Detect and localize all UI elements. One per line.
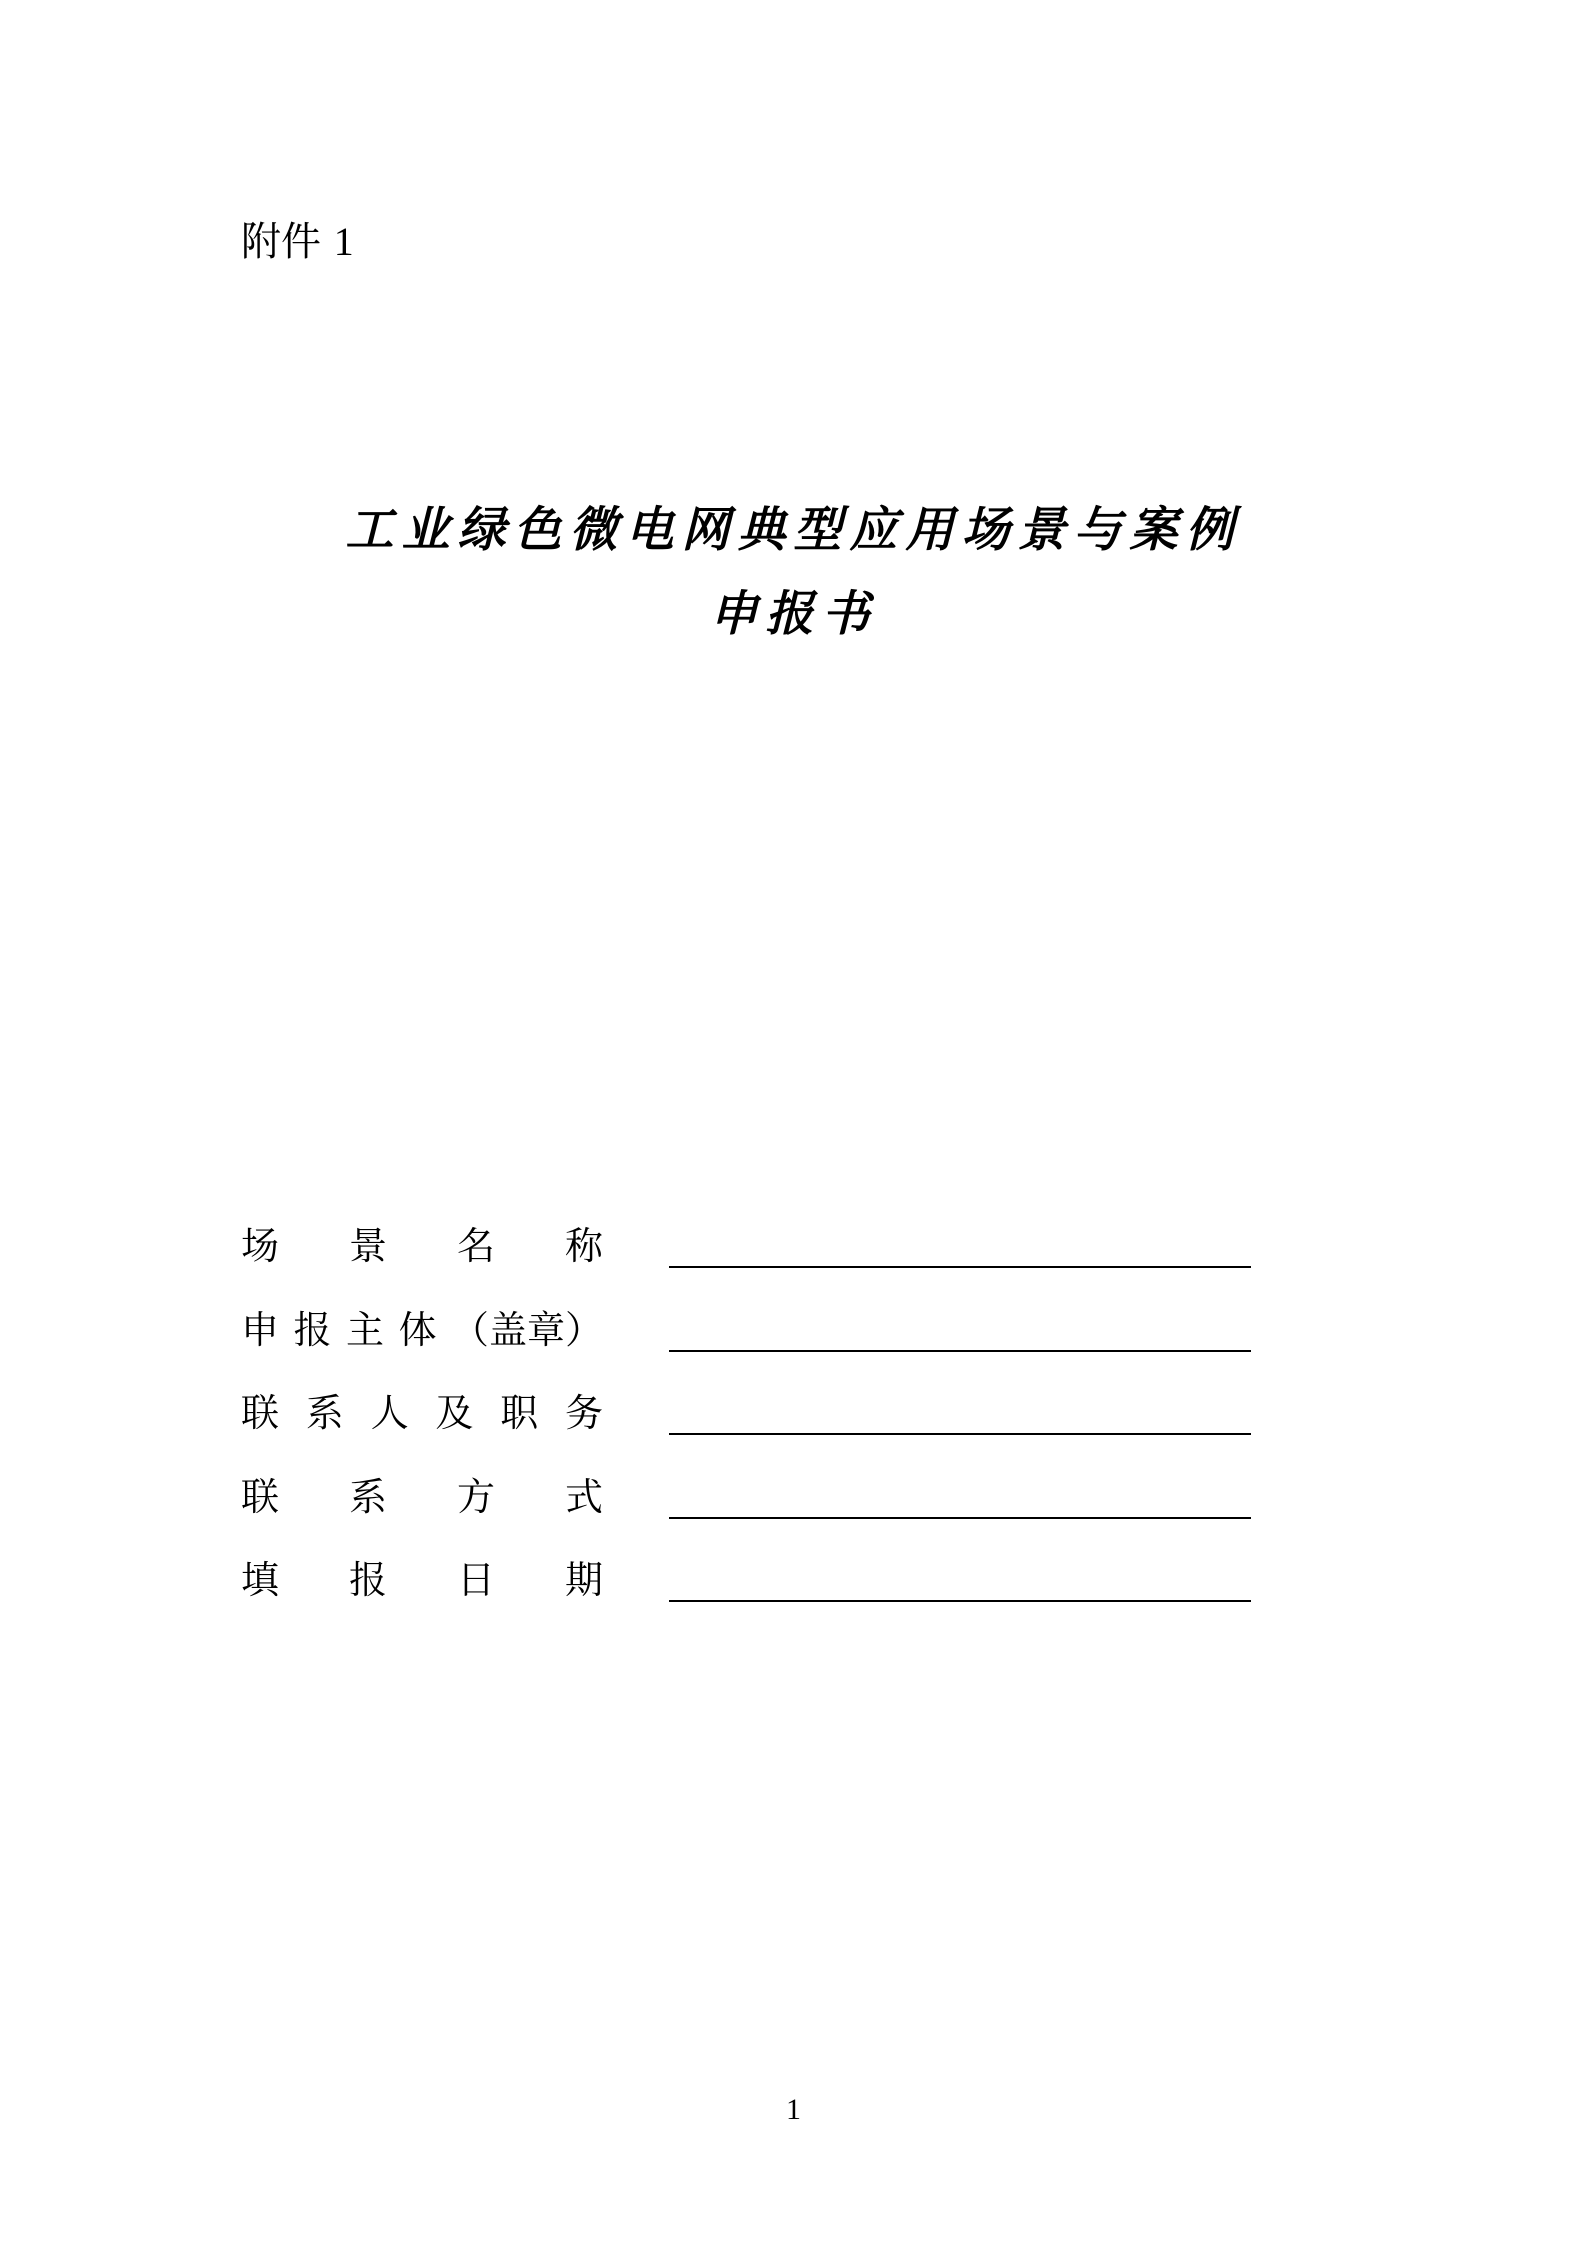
label-char: 填 [241, 1558, 280, 1602]
label-char: 务 [564, 1391, 603, 1435]
scenario-name-label [241, 1218, 603, 1274]
label-char: 景 [348, 1224, 387, 1268]
form-row-applicant [241, 1294, 1251, 1378]
page-number: 1 [786, 2093, 801, 2126]
label-char: 式 [564, 1474, 603, 1519]
label-char: 人 [370, 1391, 409, 1435]
label-char: 报 [293, 1307, 332, 1352]
label-char: 称 [564, 1224, 603, 1268]
label-char: 期 [564, 1558, 603, 1602]
form-row-fill-date [241, 1544, 1251, 1628]
document-title [0, 488, 1587, 656]
label-char: 申 [241, 1307, 280, 1352]
applicant-label [241, 1302, 603, 1358]
label-char: 名 [456, 1224, 495, 1268]
label-char: 报 [348, 1558, 387, 1602]
label-char: 方 [456, 1474, 495, 1519]
label-char: 联 [241, 1474, 280, 1519]
fill-date-label [241, 1552, 603, 1608]
scenario-name-field[interactable] [669, 1266, 1251, 1268]
form-row-scenario-name [241, 1210, 1251, 1294]
contact-person-label [241, 1385, 603, 1441]
label-seal-note: （盖章） [450, 1307, 603, 1352]
application-form [241, 1210, 1251, 1628]
form-row-contact-person [241, 1377, 1251, 1461]
label-char: 联 [241, 1391, 280, 1435]
label-char: 日 [456, 1558, 495, 1602]
applicant-field[interactable] [669, 1350, 1251, 1352]
contact-person-field[interactable] [669, 1433, 1251, 1435]
label-char: 系 [348, 1474, 387, 1519]
attachment-label-text: 附件 [241, 219, 321, 265]
contact-method-field[interactable] [669, 1517, 1251, 1519]
label-char: 职 [500, 1391, 539, 1435]
label-char: 体 [398, 1307, 437, 1352]
attachment-number: 1 [333, 219, 354, 264]
label-char: 主 [345, 1307, 384, 1352]
title-line-1: 工业绿色微电网典型应用场景与案例 [345, 502, 1242, 558]
fill-date-field[interactable] [669, 1600, 1251, 1602]
title-line-2: 申报书 [709, 586, 878, 642]
label-char: 及 [435, 1391, 474, 1435]
label-char: 系 [305, 1391, 344, 1435]
label-char: 场 [241, 1224, 280, 1268]
attachment-label [241, 212, 354, 272]
form-row-contact-method [241, 1461, 1251, 1545]
contact-method-label [241, 1469, 603, 1525]
